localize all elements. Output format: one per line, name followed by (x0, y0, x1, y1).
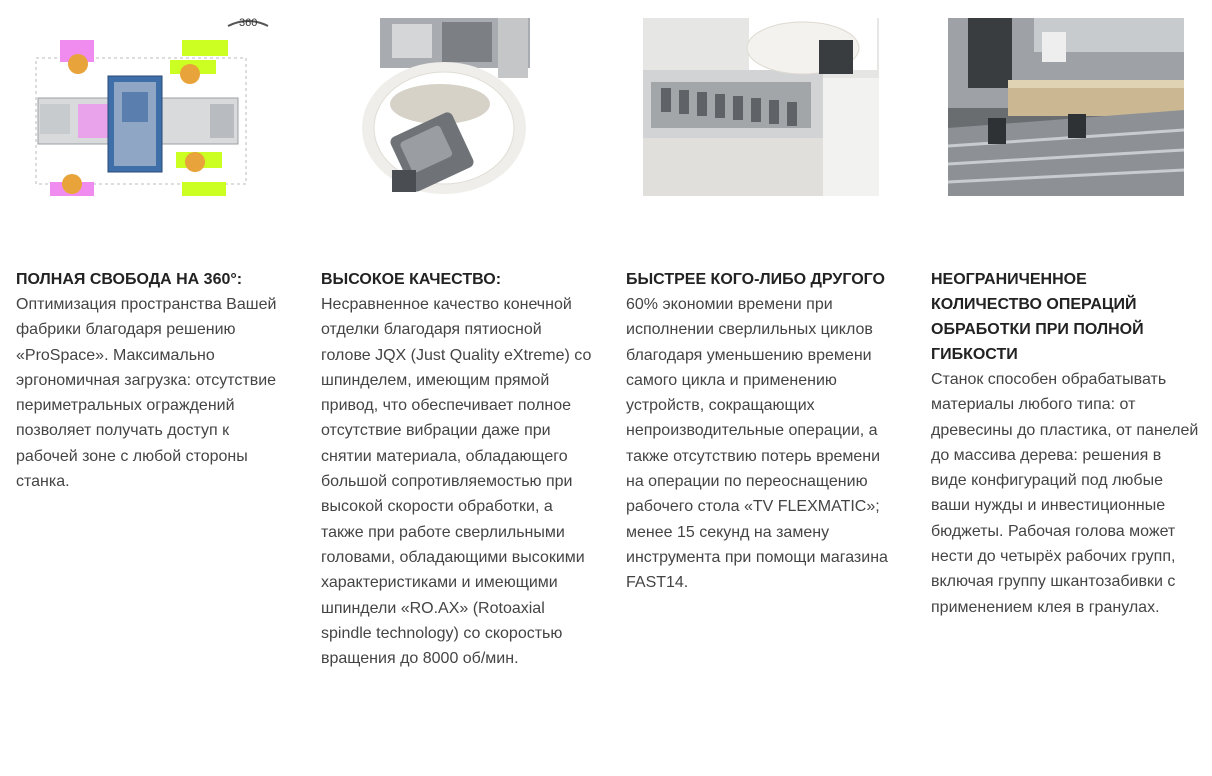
feature-title: НЕОГРАНИЧЕННОЕ КОЛИЧЕСТВО ОПЕРАЦИЙ ОБРАБОТКИ ПРИ ПОЛНОЙ ГИБКОСТИ (931, 271, 1144, 363)
drilling-head-image (643, 18, 879, 196)
layout-diagram-image (30, 12, 258, 196)
feature-description: 60% экономии времени при исполнении сверлильных циклов благодаря уменьшению времени самого цикла и применению устройств, сокращающих непроизводительные операции, а также отсутствию потерь времени на операции по переоснащению рабочего стола «TV FLEXMATIC»; менее 15 секунд на замену инструмента при помощи магазина FAST14. (626, 296, 888, 592)
feature-title: БЫСТРЕЕ КОГО-ЛИБО ДРУГОГО (626, 271, 885, 288)
feature-description: Оптимизация пространства Вашей фабрики благодаря решению «ProSpace». Максимально эргономичная загрузка: отсутствие периметральных ограждений позволяет получать доступ к рабочей зоне с любой стороны станка. (16, 296, 277, 491)
feature-unlimited-operations (931, 267, 1201, 620)
feature-description: Станок способен обрабатывать материалы любого типа: от древесины до пластика, от панелей до массива дерева: решения в виде конфигураций под любые ваши нужды и инвестиционные бюджеты. Рабочая голова может нести до четырёх рабочих групп, включая группу шкантозабивки с применением клея в гранулах. (931, 371, 1199, 616)
feature-description: Несравненное качество конечной отделки благодаря пятиосной голове JQX (Just Quality eXtreme) со шпинделем, имеющим прямой привод, что обеспечивает полное отсутствие вибрации даже при снятии материала, обладающего большой сопротивляемостью при высокой скорости обработки, а также при работе сверлильными головами, обладающими высокими характеристиками и имеющими шпиндели «RO.AX» (Rotoaxial spindle technology) со скоростью вращения до 8000 об/мин. (321, 296, 592, 668)
feature-title: ВЫСОКОЕ КАЧЕСТВО: (321, 271, 502, 288)
feature-title: ПОЛНАЯ СВОБОДА НА 360°: (16, 271, 243, 288)
feature-high-quality (321, 267, 593, 671)
feature-full-freedom (16, 267, 286, 494)
rotate-360-icon (228, 17, 268, 29)
feature-faster (626, 267, 902, 596)
five-axis-head-image (352, 18, 552, 196)
badge-360-text: 360 (239, 17, 258, 29)
worktable-image (948, 18, 1184, 196)
